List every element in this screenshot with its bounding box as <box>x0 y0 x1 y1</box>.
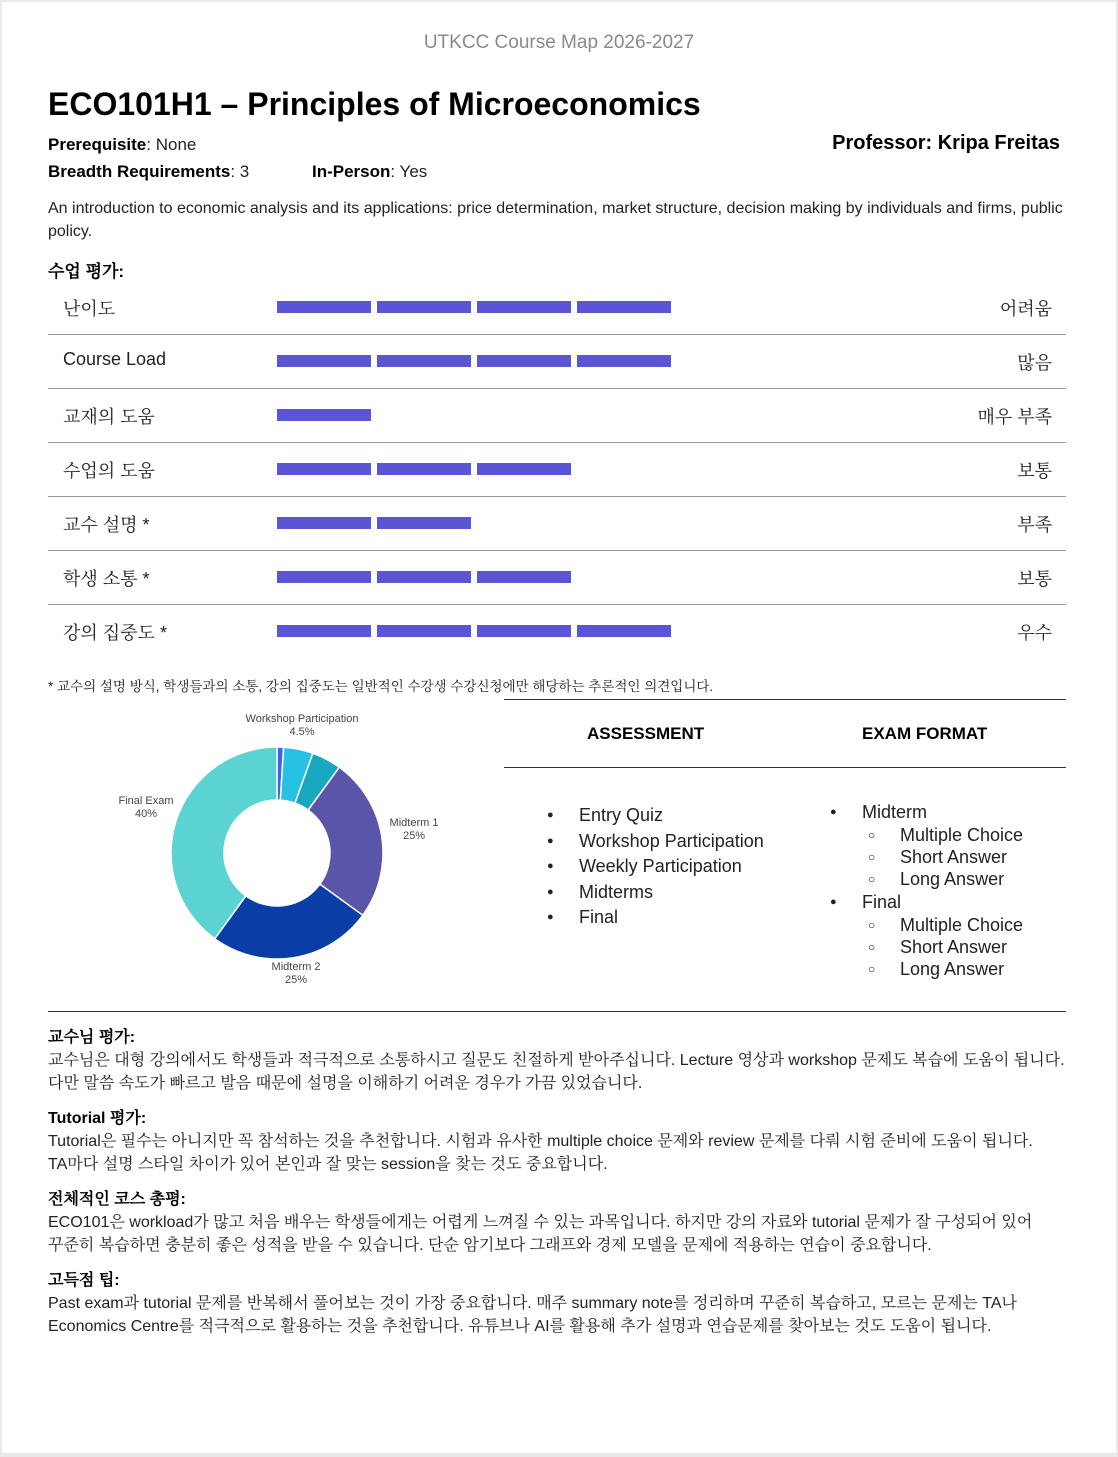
page-header-title: UTKCC Course Map 2026-2027 <box>423 32 695 53</box>
rating-bar-segment <box>277 625 371 637</box>
rating-bar-segment <box>377 571 471 583</box>
rating-bar-segment <box>377 463 471 475</box>
prerequisite-label: Prerequisite <box>48 135 147 154</box>
rating-bar-segment <box>377 301 471 313</box>
rating-bar-segment <box>377 625 471 637</box>
review-heading: 전체적인 코스 총평: <box>48 1191 186 1208</box>
assessment-item: ● Entry Quiz <box>547 803 764 829</box>
rating-row <box>48 389 1066 443</box>
rating-row <box>48 497 1066 551</box>
donut-label: Midterm 2 <box>271 961 321 973</box>
rating-value: 보통 <box>1017 569 1052 589</box>
rating-bar-segment <box>377 517 471 529</box>
rating-row <box>48 443 1066 497</box>
assessment-item: ● Midterms <box>547 880 764 906</box>
donut-label: Final Exam <box>118 795 174 807</box>
rating-label: 난이도 <box>63 299 116 319</box>
course-description: An introduction to economic analysis and its applications: price determination, market structure, decision making by individuals and firms, public policy. <box>48 200 1063 240</box>
document-page <box>2 2 1116 1453</box>
review-text-line: ECO101은 workload가 많고 처음 배우는 학생들에게는 어렵게 느껴질 수 있는 과목입니다. 하지만 강의 자료와 tutorial 문제가 잘 구성되어 있어 <box>48 1214 1033 1231</box>
assessment-column-header: ASSESSMENT <box>587 724 705 743</box>
assessment-item: ● Weekly Participation <box>547 854 764 880</box>
review-heading: Tutorial 평가: <box>48 1110 147 1127</box>
rating-value: 매우 부족 <box>977 407 1052 427</box>
exam-subitem: ○ Multiple Choice <box>830 914 1023 936</box>
review-text-line: Past exam과 tutorial 문제를 반복해서 풀어보는 것이 가장 중요합니다. 매주 summary note를 정리하며 꾸준히 복습하고, 모르는 문제는 TA나 <box>48 1295 1017 1312</box>
donut-percent-label: 40% <box>134 808 158 820</box>
rating-label: 학생 소통 * <box>63 569 150 589</box>
exam-subitem: ○ Multiple Choice <box>830 824 1023 846</box>
review-text-line: 꾸준히 복습하면 충분히 좋은 성적을 받을 수 있습니다. 단순 암기보다 그래프와 경제 모델을 문제에 적용하는 연습이 중요합니다. <box>48 1237 932 1254</box>
donut-percent-label: 25% <box>402 830 426 842</box>
review-heading: 고득점 팁: <box>48 1272 120 1289</box>
rating-bar-segment <box>577 355 671 367</box>
review-block <box>48 1269 1068 1338</box>
rating-row <box>48 281 1066 335</box>
section-divider <box>48 1011 1066 1012</box>
assessment-item: ● Final <box>547 905 764 931</box>
inperson-label: In-Person <box>312 162 391 181</box>
rating-bar-segment <box>477 355 571 367</box>
rating-bar-segment <box>277 463 371 475</box>
rating-value: 보통 <box>1017 461 1052 481</box>
table-top-rule <box>504 699 1066 700</box>
donut-chart-svg <box>102 708 482 998</box>
assessment-list <box>547 803 764 931</box>
rating-bar-segment <box>577 301 671 313</box>
professor-name: Professor: Kripa Freitas <box>832 132 1060 154</box>
donut-label: Midterm 1 <box>389 817 439 829</box>
exam-item: ● Midterm <box>830 800 1023 824</box>
rating-bar-segment <box>277 355 371 367</box>
exam-subitem: ○ Long Answer <box>830 958 1023 980</box>
prerequisite <box>48 135 196 155</box>
inperson-value: : Yes <box>390 162 428 181</box>
rating-bar-segment <box>577 625 671 637</box>
exam-subitem: ○ Long Answer <box>830 868 1023 890</box>
rating-label: 강의 집중도 * <box>63 623 167 643</box>
rating-row <box>48 551 1066 605</box>
rating-label: Course Load <box>63 349 167 369</box>
review-text-line: Tutorial은 필수는 아니지만 꼭 참석하는 것을 추천합니다. 시험과 유사한 multiple choice 문제와 review 문제를 다뤄 시험 준비에 도움이 됩니다. <box>48 1133 1033 1150</box>
breadth-requirements <box>48 162 249 182</box>
table-header-rule <box>504 767 1066 768</box>
rating-bar-segment <box>277 517 371 529</box>
rating-bar-segment <box>477 571 571 583</box>
review-block <box>48 1026 1068 1095</box>
donut-label: Workshop Participation <box>245 713 359 725</box>
in-person <box>312 162 427 182</box>
review-text-line: Economics Centre를 적극적으로 활용하는 것을 추천합니다. 유튜브나 AI를 활용해 추가 설명과 연습문제를 찾아보는 것도 도움이 됩니다. <box>48 1318 992 1335</box>
exam-subitem: ○ Short Answer <box>830 936 1023 958</box>
review-heading: 교수님 평가: <box>48 1029 136 1046</box>
rating-bar-segment <box>277 301 371 313</box>
rating-label: 교수 설명 * <box>63 515 150 535</box>
rating-bar-segment <box>277 409 371 421</box>
rating-bar-segment <box>477 301 571 313</box>
ratings-title: 수업 평가: <box>48 262 125 281</box>
rating-value: 많음 <box>1017 353 1052 373</box>
review-text-line: 교수님은 대형 강의에서도 학생들과 적극적으로 소통하시고 질문도 친절하게 받아주십니다. Lecture 영상과 workshop 문제도 복습에 도움이 됩니다. <box>48 1052 1065 1069</box>
rating-row <box>48 605 1066 658</box>
breadth-value: : 3 <box>230 162 250 181</box>
review-block <box>48 1188 1068 1257</box>
rating-bar-segment <box>377 355 471 367</box>
exam-format-column-header: EXAM FORMAT <box>862 724 988 743</box>
exam-subitem: ○ Short Answer <box>830 846 1023 868</box>
rating-label: 수업의 도움 <box>63 461 155 481</box>
rating-label: 교재의 도움 <box>63 407 155 427</box>
rating-bar-segment <box>477 463 571 475</box>
assessment-item: ● Workshop Participation <box>547 829 764 855</box>
donut-percent-label: 4.5% <box>289 726 315 738</box>
breadth-label: Breadth Requirements <box>48 162 231 181</box>
rating-row <box>48 335 1066 389</box>
rating-value: 어려움 <box>999 299 1052 319</box>
rating-value: 우수 <box>1017 623 1052 643</box>
rating-bar-segment <box>277 571 371 583</box>
exam-format-list <box>830 800 1023 980</box>
course-title: ECO101H1 – Principles of Microeconomics <box>48 86 701 122</box>
review-block <box>48 1107 1068 1176</box>
assessment-donut-chart <box>102 708 482 998</box>
ratings-table <box>48 281 1066 658</box>
exam-item: ● Final <box>830 890 1023 914</box>
ratings-footnote: * 교수의 설명 방식, 학생들과의 소통, 강의 집중도는 일반적인 수강생 수강신청에만 해당하는 추론적인 의견입니다. <box>48 679 714 694</box>
rating-bar-segment <box>477 625 571 637</box>
review-text-line: 다만 말씀 속도가 빠르고 발음 때문에 설명을 이해하기 어려운 경우가 가끔 있었습니다. <box>48 1075 643 1092</box>
prerequisite-value: : None <box>146 135 197 154</box>
review-text-line: TA마다 설명 스타일 차이가 있어 본인과 잘 맞는 session을 찾는 것도 중요합니다. <box>48 1156 608 1173</box>
donut-percent-label: 25% <box>284 974 308 986</box>
rating-value: 부족 <box>1017 515 1052 535</box>
